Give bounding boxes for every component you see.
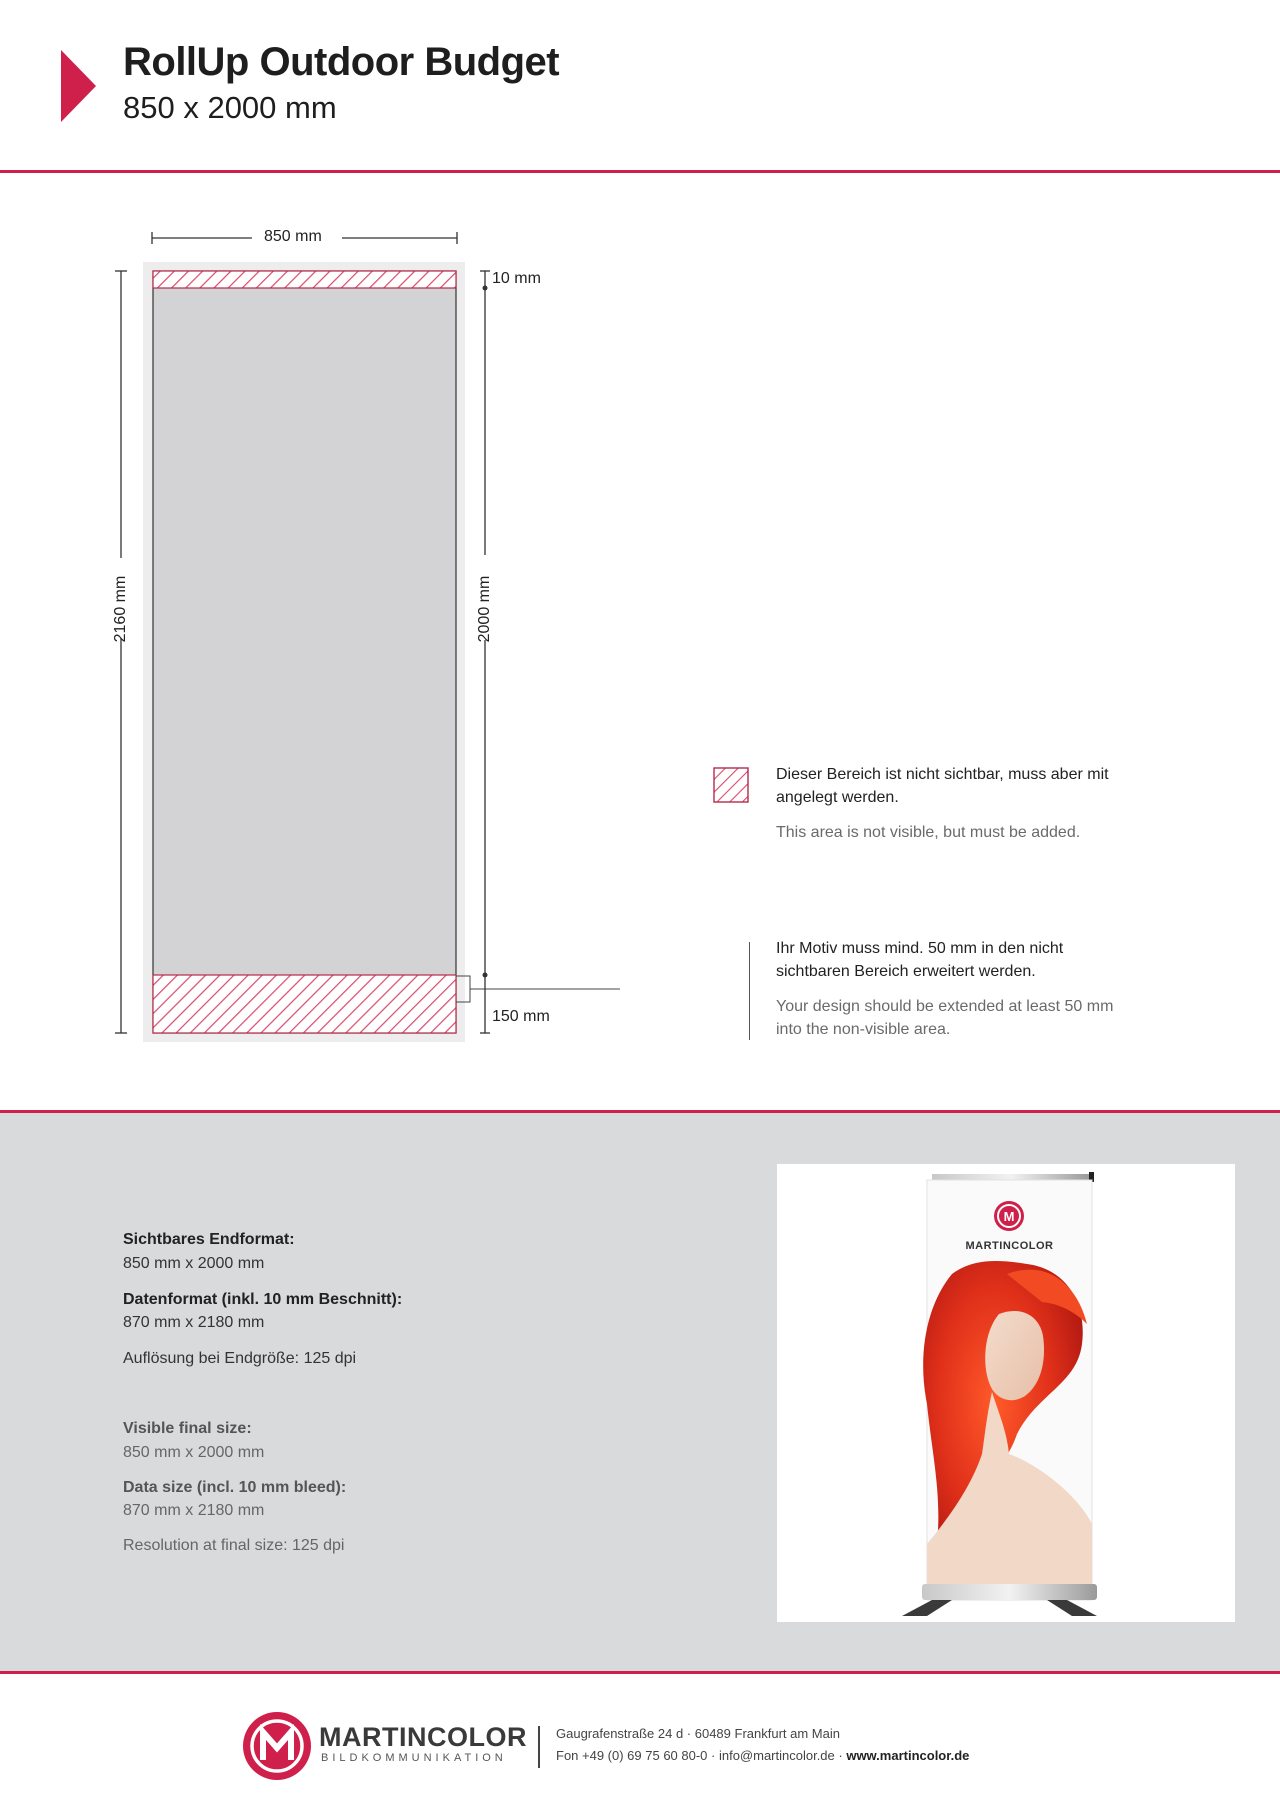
header-triangle-icon bbox=[61, 50, 96, 122]
page-title: RollUp Outdoor Budget bbox=[123, 40, 560, 84]
hatch-legend-text-de: Dieser Bereich ist nicht sichtbar, muss aber mit angelegt werden. bbox=[776, 766, 1109, 806]
panel-bottom-divider bbox=[0, 1671, 1280, 1674]
page-subtitle: 850 x 2000 mm bbox=[123, 90, 337, 125]
spec-visible-label-de: Sichtbares Endformat: bbox=[123, 1231, 295, 1248]
spec-data-value-en: 870 mm x 2180 mm bbox=[123, 1502, 265, 1519]
footer-brand: MARTINCOLOR bbox=[319, 1722, 527, 1752]
footer-website-link[interactable]: www.martincolor.de bbox=[846, 1748, 970, 1763]
visible-height-label: 2000 mm bbox=[476, 575, 493, 643]
hatched-bottom-area bbox=[153, 975, 456, 1033]
spec-data-label-de: Datenformat (inkl. 10 mm Beschnitt): bbox=[123, 1291, 403, 1308]
banner-area bbox=[153, 271, 456, 1033]
total-height-label: 2160 mm bbox=[112, 575, 129, 643]
width-label: 850 mm bbox=[264, 228, 322, 245]
motif-text-de: Ihr Motiv muss mind. 50 mm in den nicht sichtbaren Bereich erweitert werden. bbox=[776, 940, 1064, 980]
spec-visible-value-de: 850 mm x 2000 mm bbox=[123, 1255, 265, 1272]
footer-separator bbox=[538, 1726, 540, 1768]
header-divider bbox=[0, 170, 1280, 173]
footer-tagline: BILDKOMMUNIKATION bbox=[321, 1752, 507, 1764]
top-strip-label: 10 mm bbox=[492, 270, 541, 287]
hatched-top-area bbox=[153, 271, 456, 288]
svg-text:M: M bbox=[1003, 1209, 1015, 1224]
spec-data-value-de: 870 mm x 2180 mm bbox=[123, 1314, 265, 1331]
spec-visible-label-en: Visible final size: bbox=[123, 1420, 252, 1437]
rollup-diagram bbox=[0, 190, 620, 1080]
spec-data-label-en: Data size (incl. 10 mm bleed): bbox=[123, 1479, 347, 1496]
product-photo bbox=[777, 1164, 1235, 1622]
spec-visible-value-en: 850 mm x 2000 mm bbox=[123, 1444, 265, 1461]
footer-contact-line bbox=[556, 1748, 969, 1763]
hatch-legend-text-en: This area is not visible, but must be added. bbox=[776, 824, 1081, 841]
bottom-area-label: 150 mm bbox=[492, 1008, 550, 1025]
spec-resolution-en: Resolution at final size: 125 dpi bbox=[123, 1537, 345, 1554]
motif-callout-bar bbox=[749, 942, 750, 1040]
motif-text-en: Your design should be extended at least 50 mm into the non-visible area. bbox=[776, 998, 1114, 1038]
brand-logo-icon bbox=[241, 1710, 313, 1782]
spec-resolution-de: Auflösung bei Endgröße: 125 dpi bbox=[123, 1350, 357, 1367]
hatch-legend-icon bbox=[713, 767, 749, 803]
footer-address: Gaugrafenstraße 24 d · 60489 Frankfurt am Main bbox=[556, 1726, 840, 1741]
banner-brand-text: MARTINCOLOR bbox=[965, 1240, 1054, 1252]
footer-contact: Fon +49 (0) 69 75 60 80-0 · info@martincolor.de · bbox=[556, 1748, 847, 1763]
